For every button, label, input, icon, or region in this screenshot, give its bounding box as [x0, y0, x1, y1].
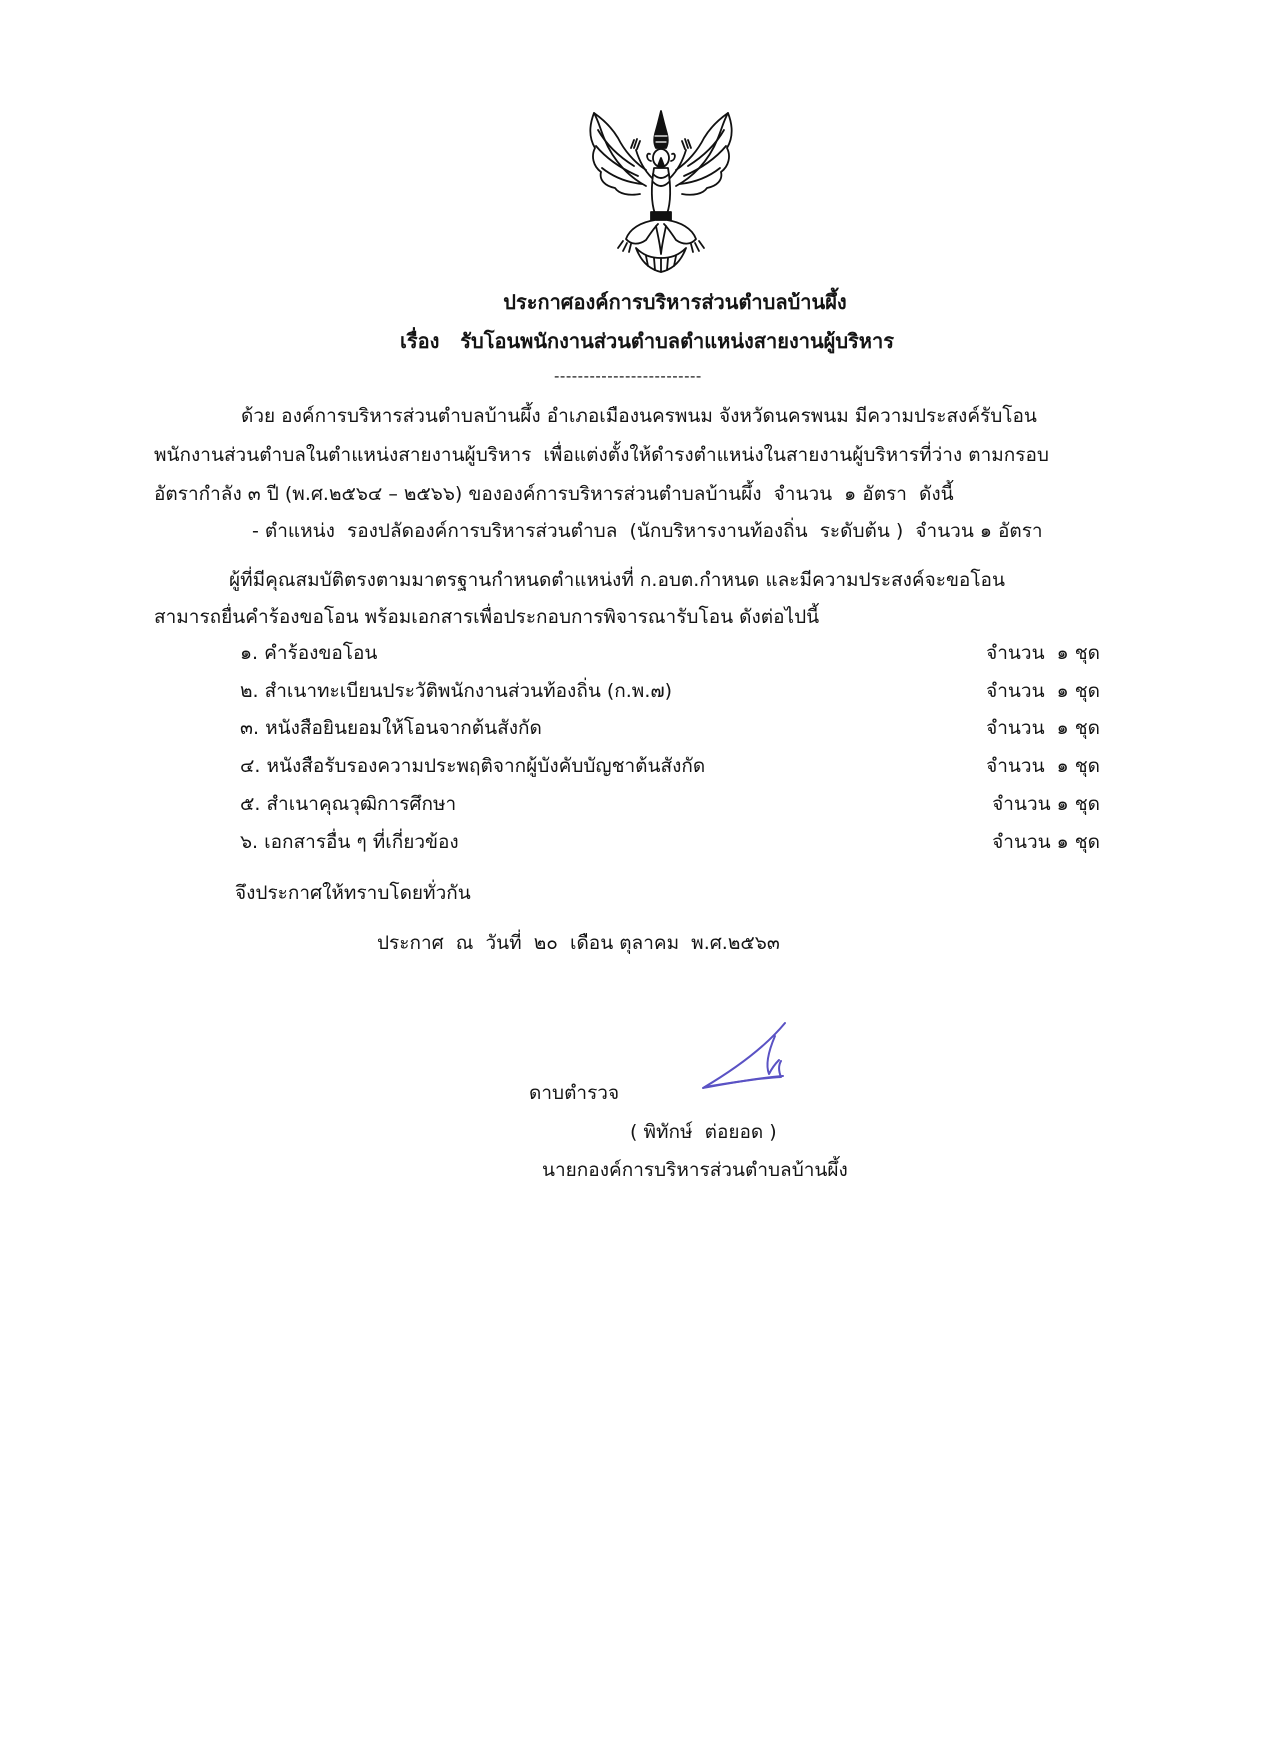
signer-position: นายกองค์การบริหารส่วนตำบลบ้านผึ้ง [542, 1159, 848, 1182]
list-item [240, 824, 1100, 862]
title-divider: ------------------------- [554, 367, 702, 385]
handwritten-signature [695, 1020, 791, 1096]
announcement-body [154, 397, 1122, 1190]
document-label: ๓. หนังสือยินยอมให้โอนจากต้นสังกัด [240, 717, 542, 740]
signer-rank: ดาบตำรวจ [529, 1082, 620, 1105]
document-quantity: จำนวน ๑ ชุด [986, 642, 1100, 664]
document-label: ๔. หนังสือรับรองความประพฤติจากผู้บังคับบัญชาต้นสังกัด [240, 755, 706, 778]
document-label: ๒. สำเนาทะเบียนประวัติพนักงานส่วนท้องถิ่น (ก.พ.๗) [240, 679, 673, 702]
document-quantity: จำนวน ๑ ชุด [986, 717, 1100, 740]
announcement-title: ประกาศองค์การบริหารส่วนตำบลบ้านผึ้ง [503, 290, 847, 314]
document-label: ๑. คำร้องขอโอน [240, 642, 378, 664]
paragraph2-line-2: สามารถยื่นคำร้องขอโอน พร้อมเอกสารเพื่อประกอบการพิจารณารับโอน ดังต่อไปนี้ [154, 606, 820, 628]
list-item [240, 786, 1100, 824]
paragraph2-line-1: ผู้ที่มีคุณสมบัติตรงตามมาตรฐานกำหนดตำแหน่งที่ ก.อบต.กำหนด และมีความประสงค์จะขอโอน [229, 569, 1005, 591]
list-item [240, 673, 1100, 711]
closing-statement: จึงประกาศให้ทราบโดยทั่วกัน [235, 882, 471, 905]
signer-name: ( พิทักษ์ ต่อยอด ) [630, 1120, 777, 1143]
required-documents-list [240, 635, 1100, 861]
document-quantity: จำนวน ๑ ชุด [992, 792, 1100, 815]
paragraph1-line-3: อัตรากำลัง ๓ ปี (พ.ศ.๒๕๖๔ – ๒๕๖๖) ขององค์การบริหารส่วนตำบลบ้านผึ้ง จำนวน ๑ อัตรา ดังนี้ [154, 483, 954, 505]
paragraph1-line-2: พนักงานส่วนตำบลในตำแหน่งสายงานผู้บริหาร เพื่อแต่งตั้งให้ดำรงตำแหน่งในสายงานผู้บริหารที่ว่าง ตามกรอบ [154, 444, 1049, 466]
announcement-date: ประกาศ ณ วันที่ ๒๐ เดือน ตุลาคม พ.ศ.๒๕๖๓ [377, 932, 780, 955]
document-label: ๖. เอกสารอื่น ๆ ที่เกี่ยวข้อง [240, 830, 459, 853]
position-line: - ตำแหน่ง รองปลัดองค์การบริหารส่วนตำบล (นักบริหารงานท้องถิ่น ระดับต้น ) จำนวน ๑ อัตรา [252, 520, 1043, 542]
garuda-emblem-icon [576, 108, 746, 274]
signature-block [154, 1074, 1122, 1190]
list-item [240, 748, 1100, 786]
document-quantity: จำนวน ๑ ชุด [992, 830, 1100, 853]
paragraph1-line-1: ด้วย องค์การบริหารส่วนตำบลบ้านผึ้ง อำเภอเมืองนครพนม จังหวัดนครพนม มีความประสงค์รับโอน [241, 405, 1037, 427]
list-item [240, 710, 1100, 748]
document-label: ๕. สำเนาคุณวุฒิการศึกษา [240, 792, 457, 815]
document-quantity: จำนวน ๑ ชุด [986, 679, 1100, 702]
document-quantity: จำนวน ๑ ชุด [986, 755, 1100, 778]
list-item [240, 635, 1100, 673]
announcement-subject: เรื่อง รับโอนพนักงานส่วนตำบลตำแหน่งสายงานผู้บริหาร [400, 329, 894, 353]
